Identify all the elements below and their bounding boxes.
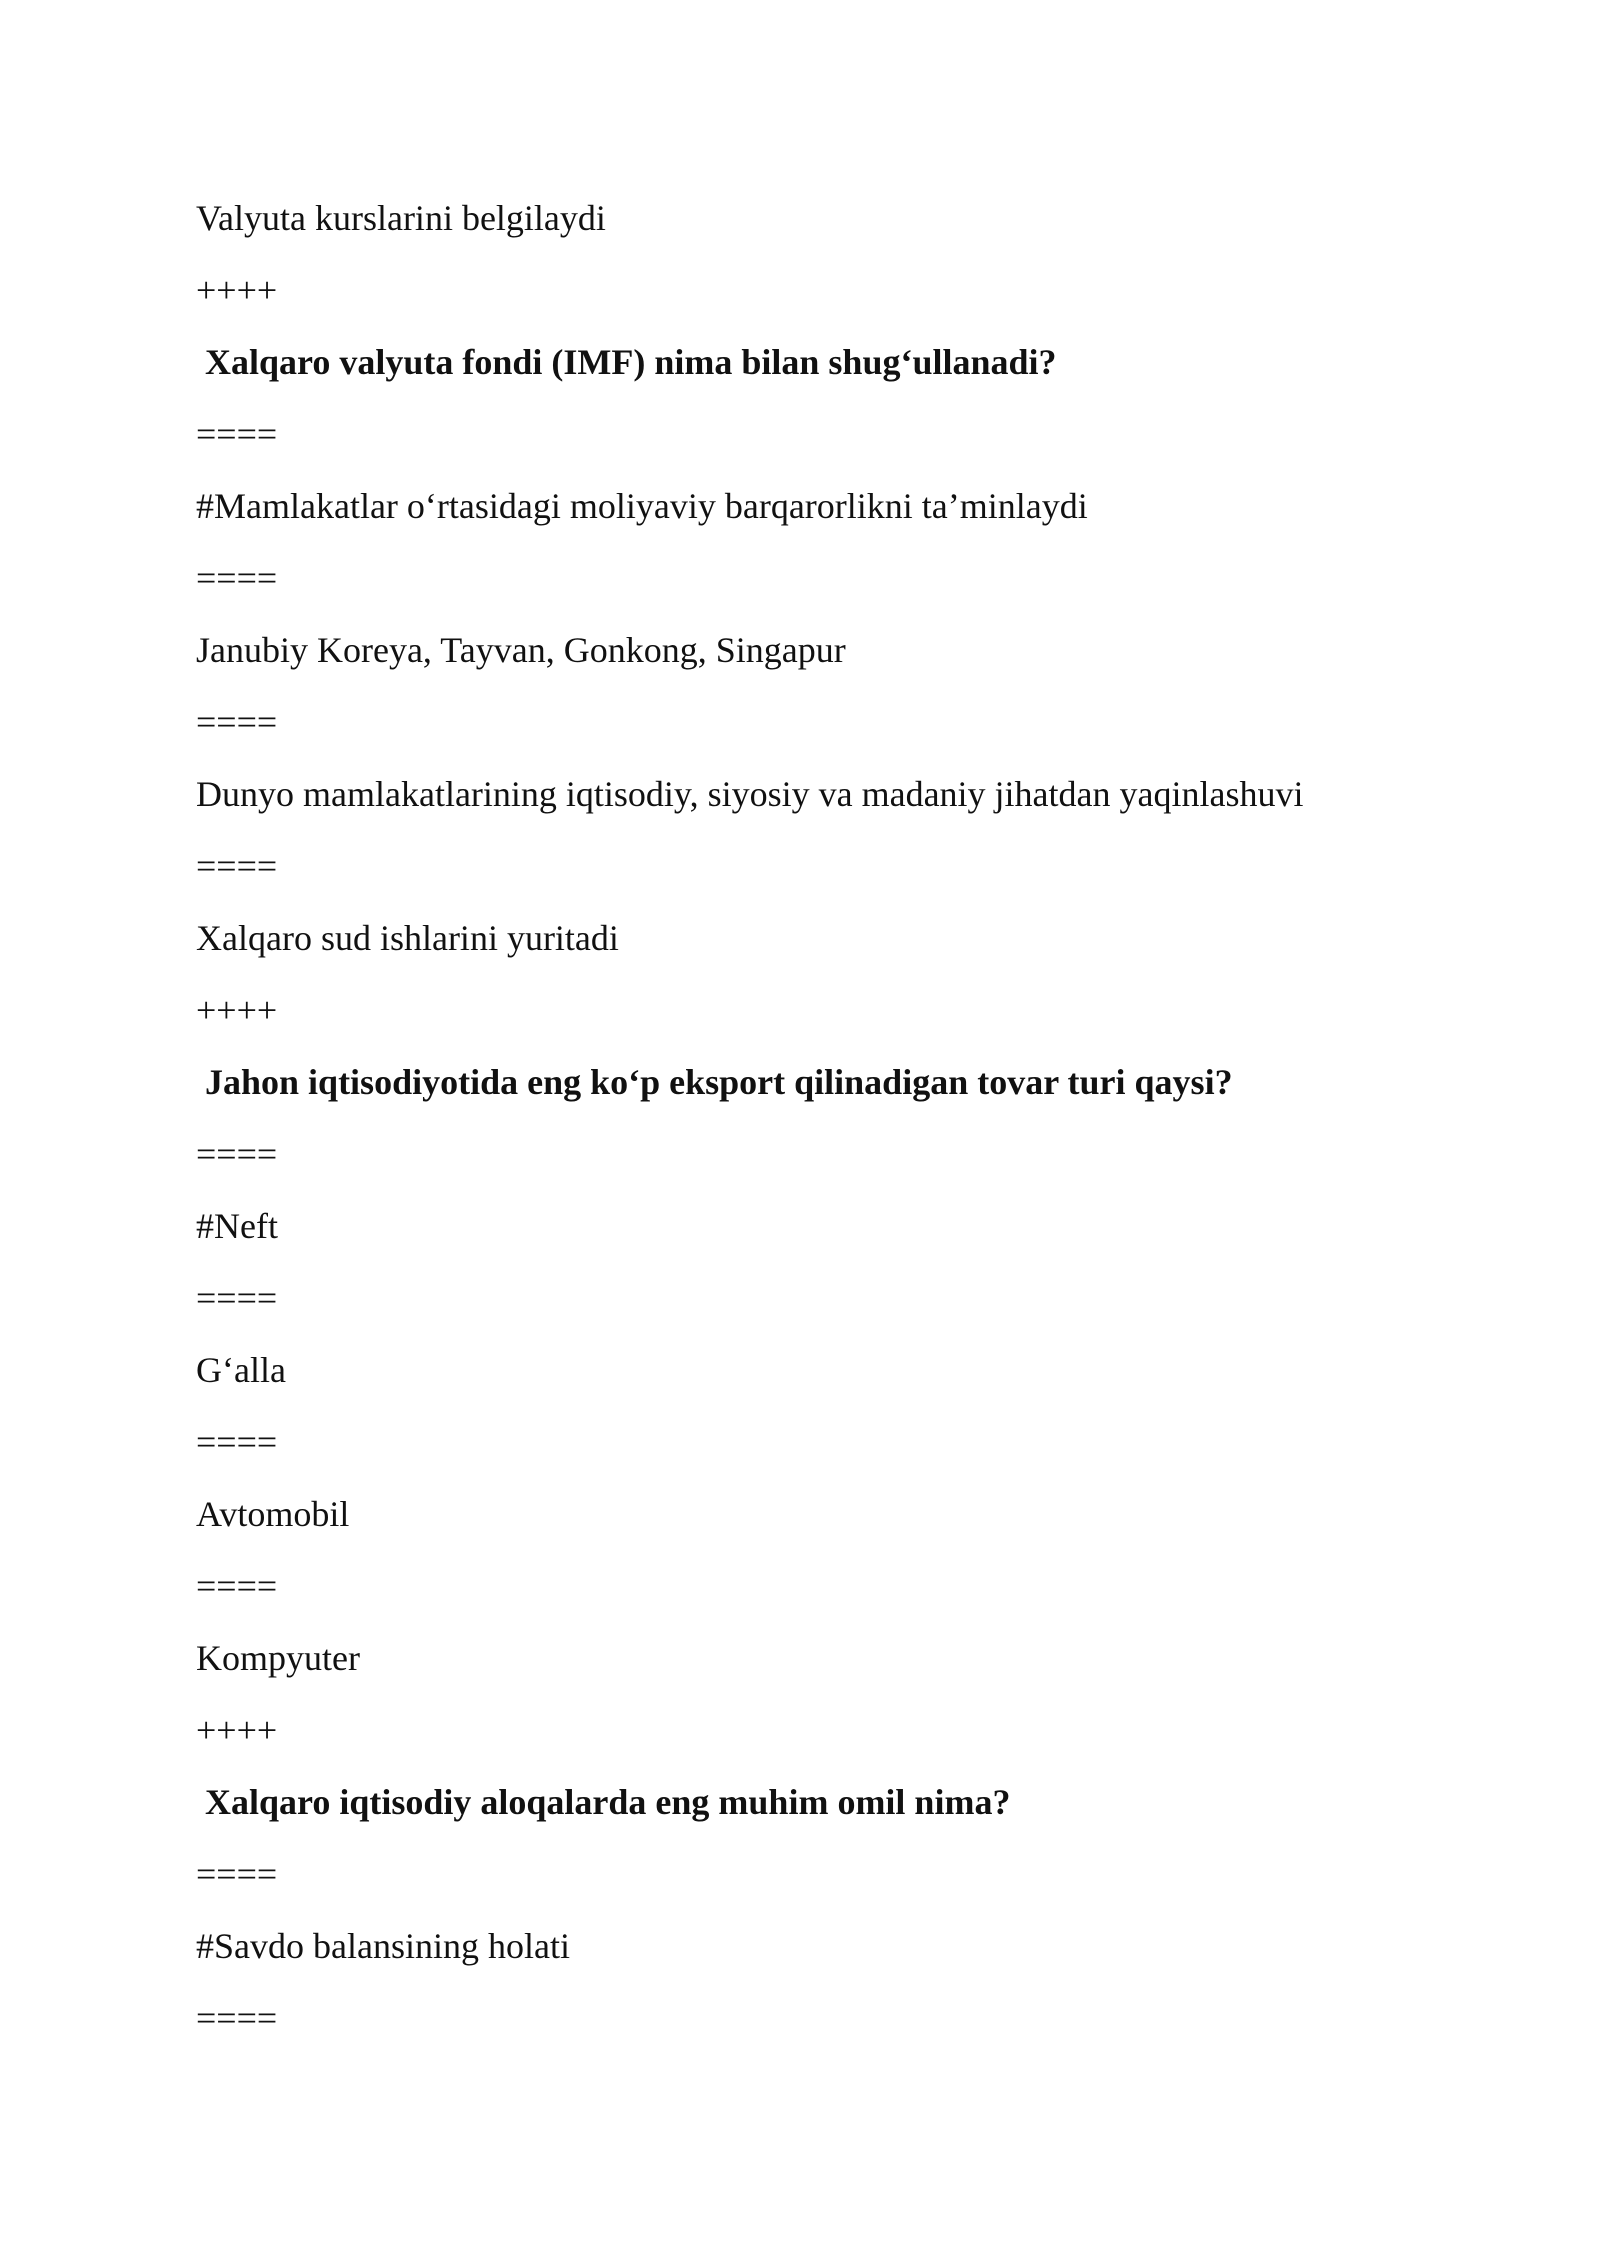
question-text: Xalqaro valyuta fondi (IMF) nima bilan shug‘ullanadi? (205, 342, 1057, 382)
answer-option: G‘alla (196, 1350, 286, 1390)
option-separator: ==== (196, 1422, 278, 1462)
option-separator: ==== (196, 1998, 278, 2038)
option-separator: ==== (196, 414, 278, 454)
answer-option: Xalqaro sud ishlarini yuritadi (196, 918, 619, 958)
option-separator: ==== (196, 702, 278, 742)
answer-option: Dunyo mamlakatlarining iqtisodiy, siyosiy va madaniy jihatdan yaqinlashuvi (196, 774, 1304, 814)
answer-option-correct: #Mamlakatlar o‘rtasidagi moliyaviy barqarorlikni ta’minlaydi (196, 486, 1088, 526)
option-separator: ==== (196, 1134, 278, 1174)
answer-option: Valyuta kurslarini belgilaydi (196, 198, 606, 238)
question-separator: ++++ (196, 990, 278, 1030)
option-separator: ==== (196, 1854, 278, 1894)
question-separator: ++++ (196, 270, 278, 310)
option-separator: ==== (196, 558, 278, 598)
option-separator: ==== (196, 1566, 278, 1606)
option-separator: ==== (196, 1278, 278, 1318)
answer-option-correct: #Savdo balansining holati (196, 1926, 570, 1966)
option-separator: ==== (196, 846, 278, 886)
answer-option: Kompyuter (196, 1638, 360, 1678)
question-text: Jahon iqtisodiyotida eng ko‘p eksport qilinadigan tovar turi qaysi? (205, 1062, 1233, 1102)
question-text: Xalqaro iqtisodiy aloqalarda eng muhim omil nima? (205, 1782, 1011, 1822)
answer-option: Janubiy Koreya, Tayvan, Gonkong, Singapur (196, 630, 846, 670)
answer-option: Avtomobil (196, 1494, 350, 1534)
question-separator: ++++ (196, 1710, 278, 1750)
answer-option-correct: #Neft (196, 1206, 278, 1246)
